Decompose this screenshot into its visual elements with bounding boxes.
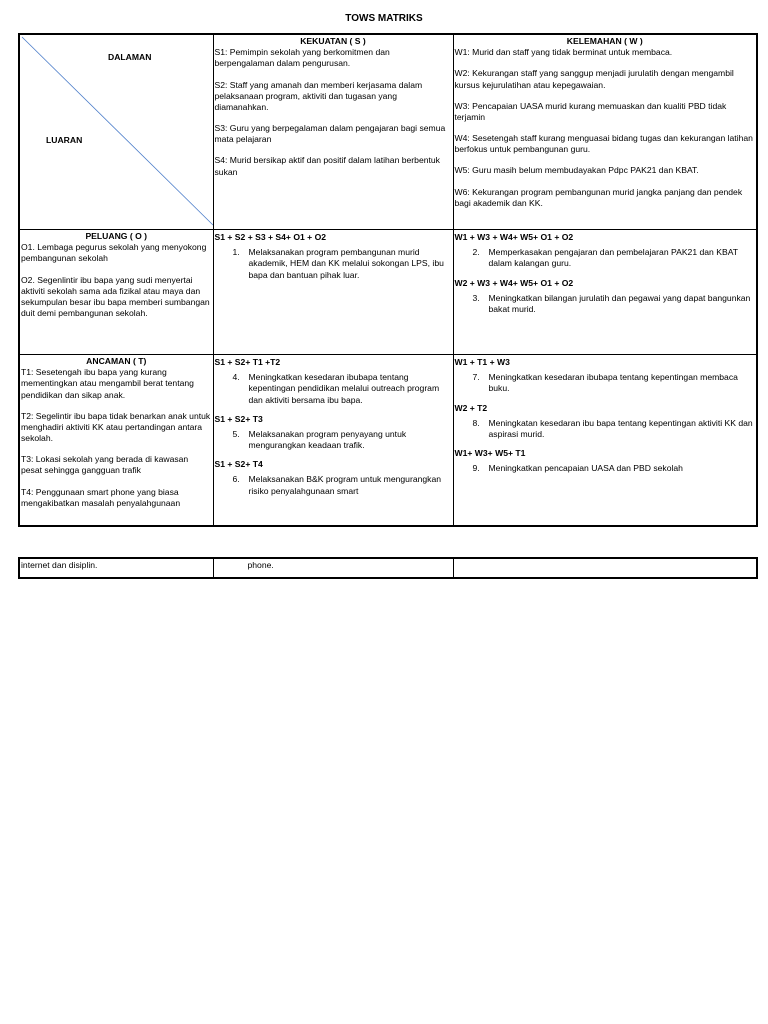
st-strategy-list — [215, 357, 452, 497]
list-item: W5: Guru masih belum membudayakan Pdpc PAK21 dan KBAT. — [454, 165, 699, 176]
list-item: W6: Kekurangan program pembangunan murid jangka panjang dan pendek bagi akademik dan KK. — [454, 186, 743, 208]
corner-cell — [19, 34, 213, 230]
list-item: W2: Kekurangan staff yang sanggup menjadi jurulatih dengan mengambil kursus kejurulatihan atau kepegawaian. — [454, 68, 734, 90]
opportunities-cell — [19, 230, 213, 355]
continuation-st — [213, 558, 453, 578]
strengths-cell — [213, 34, 453, 230]
opportunities-header: PELUANG ( O ) — [85, 231, 148, 241]
strategy-combination: W1 + W3 + W4+ W5+ O1 + O2 — [454, 232, 574, 242]
list-item: S4: Murid bersikap aktif dan positif dalam latihan berbentuk sukan — [214, 155, 440, 177]
list-item: T1: Sesetengah ibu bapa yang kurang mementingkan atau mengambil berat tentang pendidikan dan sikap anak. — [21, 367, 194, 400]
threats-cell — [19, 355, 213, 527]
list-item: S2: Staff yang amanah dan memberi kerjasama dalam pelaksanaan program, aktiviti dan tugasan yang diamanahkan. — [214, 79, 423, 112]
wo-strategy-cell — [453, 230, 757, 355]
list-item: O1. Lembaga pegurus sekolah yang menyokong pembangunan sekolah — [21, 242, 207, 264]
strategy-text: Meningkatkan kesedaran ibubapa tentang kepentingan membaca buku. — [488, 372, 738, 394]
strategy-text: Melaksanakan B&K program untuk mengurangkan risiko penyalahgunaan smart — [248, 474, 442, 496]
strategy-number: 5. — [232, 428, 240, 439]
continuation-threats: internet dan disiplin. — [19, 558, 213, 578]
so-strategy-list — [215, 232, 452, 281]
list-item: T3: Lokasi sekolah yang berada di kawasan pesat sehingga gangguan trafik — [21, 454, 189, 476]
strategy-combination: W1+ W3+ W5+ T1 — [454, 448, 526, 459]
strategy-item — [473, 372, 756, 394]
continuation-st-text: phone. — [247, 560, 274, 570]
strategy-number: 2. — [472, 247, 480, 258]
strategy-combination: S1 + S2+ T3 — [214, 413, 263, 424]
strategy-combination: W2 + T2 — [454, 402, 488, 413]
strategy-text: Meningkatkan pencapaian UASA dan PBD sekolah — [488, 463, 683, 474]
strategy-item — [233, 247, 452, 281]
wt-strategy-list — [455, 357, 756, 474]
strategy-text: Melaksanakan program pembangunan murid akademik, HEM dan KK melalui sokongan LPS, ibu bapa dan bantuan pihak luar. — [248, 247, 444, 280]
outside-label: LUARAN — [46, 135, 83, 145]
strategy-combination: W2 + W3 + W4+ W5+ O1 + O2 — [454, 277, 574, 288]
strategy-number: 1. — [232, 247, 240, 258]
st-strategy-cell — [213, 355, 453, 527]
tows-matrix-table — [18, 33, 758, 527]
strategy-item — [473, 418, 756, 440]
strategy-item — [473, 463, 756, 474]
weaknesses-header: KELEMAHAN ( W ) — [566, 36, 643, 46]
wt-strategy-cell — [453, 355, 757, 527]
list-item: W4: Sesetengah staff kurang menguasai bidang tugas dan kekurangan latihan berfokus untuk pembangunan guru. — [454, 133, 753, 155]
threats-list — [21, 367, 212, 509]
strategy-number: 8. — [472, 417, 480, 428]
strategy-item — [473, 247, 756, 269]
threats-header: ANCAMAN ( T) — [86, 356, 147, 366]
diagonal-line — [20, 35, 213, 227]
strategy-text: Memperkasakan pengajaran dan pembelajaran PAK21 dan KBAT dalam kalangan guru. — [488, 247, 738, 269]
strategy-text: Meningkatkan bilangan jurulatih dan pegawai yang dapat bangunkan bakat murid. — [488, 292, 751, 314]
strategy-combination: S1 + S2+ T1 +T2 — [214, 357, 281, 367]
strategy-number: 9. — [472, 463, 480, 474]
weaknesses-cell — [453, 34, 757, 230]
continuation-wt — [453, 558, 757, 578]
strategy-number: 7. — [472, 372, 480, 383]
list-item: W1: Murid dan staff yang tidak berminat untuk membaca. — [454, 47, 673, 58]
list-item: T2: Segelintir ibu bapa tidak benarkan anak untuk menghadiri aktiviti KK atau pertandingan antara sekolah. — [21, 410, 211, 444]
strategy-text: Meningkatkan kesedaran ibubapa tentang kepentingan pendidikan melalui outreach program dan aktiviti bersama ibu bapa. — [248, 372, 440, 405]
strategy-item — [233, 474, 452, 496]
continuation-table — [18, 557, 758, 579]
strategy-item — [233, 429, 452, 451]
strategy-combination: S1 + S2+ T4 — [214, 459, 263, 470]
list-item: T4: Penggunaan smart phone yang biasa mengakibatkan masalah penyalahgunaan — [21, 486, 181, 508]
strategy-item — [233, 372, 452, 406]
list-item: S3: Guru yang berpegalaman dalam pengajaran bagi semua mata pelajaran — [214, 123, 446, 145]
strategy-item — [473, 293, 756, 315]
list-item: O2. Segenlintir ibu bapa yang sudi menyertai aktiviti sekolah sama ada fizikal atau maya dan sekumpulan besar ibu bapa memberi sumbangan duit demi pembangunan sekolah. — [21, 274, 210, 319]
strategy-number: 4. — [232, 372, 240, 383]
strengths-header: KEKUATAN ( S ) — [300, 36, 366, 46]
strategy-number: 6. — [232, 474, 240, 485]
strategy-combination: W1 + T1 + W3 — [454, 357, 510, 367]
opportunities-list — [21, 242, 212, 319]
strategy-text: Melaksanakan program penyayang untuk mengurangkan keadaan trafik. — [248, 428, 407, 451]
strategy-text: Meningkatan kesedaran ibu bapa tentang kepentingan aktiviti KK dan aspirasi murid. — [488, 417, 753, 439]
wo-strategy-list — [455, 232, 756, 315]
strategy-number: 3. — [472, 292, 480, 303]
inside-label: DALAMAN — [108, 52, 152, 62]
weaknesses-list — [455, 47, 756, 209]
list-item: W3: Pencapaian UASA murid kurang memuaskan dan kualiti PBD tidak terjamin — [454, 100, 727, 122]
page-title: TOWS MATRIKS — [345, 13, 423, 24]
strengths-list — [215, 47, 452, 178]
list-item: S1: Pemimpin sekolah yang berkomitmen dan berpengalaman dalam pengurusan. — [214, 47, 390, 69]
so-strategy-cell — [213, 230, 453, 355]
strategy-combination: S1 + S2 + S3 + S4+ O1 + O2 — [214, 232, 327, 242]
